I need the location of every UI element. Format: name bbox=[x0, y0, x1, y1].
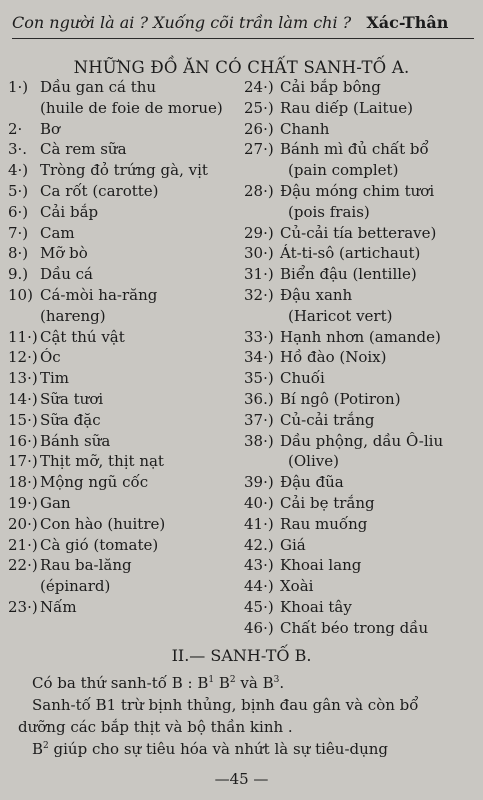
list-item bbox=[8, 285, 236, 327]
list-item bbox=[8, 368, 236, 389]
item-number: 20·) bbox=[8, 514, 38, 533]
list-item bbox=[8, 202, 236, 223]
p1-sup-1: 1 bbox=[208, 675, 215, 685]
item-text: Gan bbox=[40, 493, 71, 512]
list-item bbox=[8, 181, 236, 202]
item-number: 35·) bbox=[244, 369, 274, 388]
item-number: 41·) bbox=[244, 514, 274, 533]
right-food-list bbox=[244, 77, 476, 639]
list-item bbox=[8, 472, 236, 493]
item-text: Đậu xanh bbox=[280, 285, 353, 304]
p1-text-and: và B bbox=[235, 674, 274, 692]
p2-text: Sanh-tố B1 trừ bịnh thủng, bịnh đau gân và còn bổ dưỡng các bắp thịt và bộ thần kinh . bbox=[18, 696, 419, 736]
item-text: Cải bẹ trắng bbox=[280, 493, 375, 512]
item-number: 43·) bbox=[244, 556, 274, 575]
list-item bbox=[8, 410, 236, 431]
item-text: Rau muống bbox=[280, 514, 368, 533]
item-number: 1·) bbox=[8, 78, 29, 96]
list-item bbox=[244, 181, 476, 223]
list-item bbox=[8, 223, 236, 244]
paragraph-b2 bbox=[18, 738, 463, 760]
p3-text: B bbox=[32, 740, 44, 758]
item-text-continuation: (pois frais) bbox=[288, 202, 370, 221]
item-number: 2· bbox=[8, 119, 23, 138]
item-number: 46·) bbox=[244, 618, 274, 637]
item-number: 3·. bbox=[8, 140, 28, 159]
section-title-a: NHỮNG ĐỒ ĂN CÓ CHẤT SANH-TỐ A. bbox=[73, 58, 410, 77]
item-text: Tròng đỏ trứng gà, vịt bbox=[40, 161, 208, 180]
item-text: Chanh bbox=[280, 119, 330, 138]
item-number: 18·) bbox=[8, 473, 38, 492]
list-item bbox=[244, 618, 476, 639]
p1-sup-3: 3 bbox=[273, 675, 280, 685]
list-item bbox=[244, 243, 476, 264]
item-number: 14·) bbox=[8, 389, 38, 408]
list-item bbox=[244, 98, 476, 119]
list-item bbox=[8, 451, 236, 472]
item-text: Khoai tây bbox=[280, 597, 352, 616]
item-number: 26·) bbox=[244, 119, 274, 138]
list-item bbox=[244, 139, 476, 181]
item-number: 11·) bbox=[8, 327, 38, 346]
item-number: 7·) bbox=[8, 223, 29, 242]
item-text: Cải bắp bbox=[40, 202, 99, 221]
item-text: Xoài bbox=[280, 577, 314, 596]
list-item bbox=[8, 264, 236, 285]
item-text: Củ-cải trắng bbox=[280, 410, 375, 429]
item-text: Cá-mòi ha-răng bbox=[40, 285, 158, 304]
list-item bbox=[244, 431, 476, 473]
list-item bbox=[8, 514, 236, 535]
list-item bbox=[244, 327, 476, 348]
item-number: 42.) bbox=[244, 535, 274, 554]
item-number: 10) bbox=[8, 285, 33, 304]
list-item bbox=[8, 555, 236, 597]
item-text: Nấm bbox=[40, 597, 77, 616]
item-text: Dầu cá bbox=[40, 265, 93, 284]
item-text: Cà rem sữa bbox=[40, 140, 127, 159]
item-number: 12·) bbox=[8, 348, 38, 367]
item-number: 6·) bbox=[8, 202, 29, 221]
list-item bbox=[8, 597, 236, 618]
item-number: 31·) bbox=[244, 265, 274, 284]
list-item bbox=[8, 243, 236, 264]
list-item bbox=[8, 139, 236, 160]
item-text: Hạnh nhơn (amande) bbox=[280, 327, 441, 346]
item-text: Bánh sữa bbox=[40, 431, 111, 450]
item-text-continuation: (huile de foie de morue) bbox=[40, 98, 223, 117]
item-text: Cà gió (tomate) bbox=[40, 535, 159, 554]
item-number: 17·) bbox=[8, 452, 38, 471]
item-text-continuation: (hareng) bbox=[40, 306, 106, 325]
item-text: Óc bbox=[40, 348, 61, 367]
p1-sup-2: 2 bbox=[229, 675, 236, 685]
item-number: 16·) bbox=[8, 431, 38, 450]
p3-text-rest: giúp cho sự tiêu hóa và nhứt là sự tiêu-dụng bbox=[48, 740, 389, 758]
p1-text: Có ba thứ sanh-tố B : B bbox=[32, 674, 209, 692]
item-number: 25·) bbox=[244, 98, 274, 117]
list-item bbox=[244, 535, 476, 556]
item-text-continuation: (Olive) bbox=[288, 452, 339, 471]
header-left-text: Con người là ai ? Xuống cõi trần làm chi ? bbox=[12, 13, 352, 32]
item-number: 8·) bbox=[8, 244, 29, 263]
item-text: Rau ba-lăng bbox=[40, 556, 132, 575]
item-text: Ca rốt (carotte) bbox=[40, 181, 159, 200]
item-number: 4·) bbox=[8, 161, 29, 180]
item-text: Át-ti-sô (artichaut) bbox=[280, 244, 421, 263]
item-text: Con hào (huitre) bbox=[40, 514, 166, 533]
list-item bbox=[244, 368, 476, 389]
list-item bbox=[8, 493, 236, 514]
list-item bbox=[244, 389, 476, 410]
header-right-text: Xác-Thân bbox=[366, 13, 449, 32]
list-item bbox=[8, 535, 236, 556]
list-item bbox=[244, 410, 476, 431]
p3-sup: 2 bbox=[43, 741, 49, 751]
item-number: 32·) bbox=[244, 285, 274, 304]
p1-text-mid: B bbox=[214, 674, 230, 692]
paragraph-b1 bbox=[18, 694, 463, 738]
item-number: 29·) bbox=[244, 223, 274, 242]
running-header bbox=[12, 8, 474, 39]
list-item bbox=[8, 389, 236, 410]
list-item bbox=[244, 514, 476, 535]
item-text-continuation: (épinard) bbox=[40, 577, 111, 596]
item-text: Chuối bbox=[280, 369, 325, 388]
item-number: 24·) bbox=[244, 78, 274, 96]
list-item bbox=[244, 555, 476, 576]
item-text: Hồ đào (Noix) bbox=[280, 348, 387, 367]
list-item bbox=[244, 119, 476, 140]
item-text: Dầu gan cá thu bbox=[40, 78, 157, 96]
left-food-list bbox=[8, 77, 236, 618]
item-number: 34·) bbox=[244, 348, 274, 367]
item-number: 36.) bbox=[244, 389, 274, 408]
item-number: 23·) bbox=[8, 597, 38, 616]
item-text: Bánh mì đủ chất bổ bbox=[280, 140, 429, 159]
item-number: 5·) bbox=[8, 181, 29, 200]
item-text: Sữa tươi bbox=[40, 389, 104, 408]
item-text: Đậu đũa bbox=[280, 473, 344, 492]
item-number: 45·) bbox=[244, 597, 274, 616]
list-item bbox=[244, 264, 476, 285]
paragraph-b-types bbox=[18, 672, 463, 694]
item-text: Mỡ bò bbox=[40, 244, 88, 263]
list-item bbox=[244, 597, 476, 618]
item-number: 21·) bbox=[8, 535, 38, 554]
item-text: Mộng ngũ cốc bbox=[40, 473, 149, 492]
item-number: 30·) bbox=[244, 244, 274, 263]
item-text: Khoai lang bbox=[280, 556, 362, 575]
list-item bbox=[244, 472, 476, 493]
item-number: 38·) bbox=[244, 431, 274, 450]
item-number: 27·) bbox=[244, 140, 274, 159]
list-item bbox=[8, 327, 236, 348]
item-number: 33·) bbox=[244, 327, 274, 346]
list-item bbox=[244, 576, 476, 597]
item-number: 28·) bbox=[244, 181, 274, 200]
list-item bbox=[244, 347, 476, 368]
item-number: 22·) bbox=[8, 556, 38, 575]
item-text: Thịt mỡ, thịt nạt bbox=[40, 452, 164, 471]
item-text-continuation: (Haricot vert) bbox=[288, 306, 393, 325]
item-text: Cam bbox=[40, 223, 75, 242]
list-item bbox=[8, 119, 236, 140]
list-item bbox=[8, 77, 236, 119]
list-item bbox=[8, 347, 236, 368]
item-number: 15·) bbox=[8, 410, 38, 429]
list-item bbox=[244, 285, 476, 327]
item-text: Chất béo trong dầu bbox=[280, 618, 429, 637]
item-text: Rau diếp (Laitue) bbox=[280, 98, 413, 117]
item-text-continuation: (pain complet) bbox=[288, 161, 399, 180]
item-text: Củ-cải tía betterave) bbox=[280, 223, 437, 242]
item-text: Bí ngô (Potiron) bbox=[280, 389, 401, 408]
list-item bbox=[8, 431, 236, 452]
list-item bbox=[244, 493, 476, 514]
item-number: 44·) bbox=[244, 577, 274, 596]
item-text: Cật thú vật bbox=[40, 327, 125, 346]
item-number: 19·) bbox=[8, 493, 38, 512]
p1-text-end: . bbox=[279, 674, 285, 692]
item-text: Dầu phộng, dầu Ô-liu bbox=[280, 431, 444, 450]
item-text: Cải bắp bông bbox=[280, 78, 381, 96]
item-text: Giá bbox=[280, 535, 306, 554]
item-number: 9.) bbox=[8, 265, 29, 284]
item-number: 13·) bbox=[8, 369, 38, 388]
list-item bbox=[8, 160, 236, 181]
item-text: Tim bbox=[40, 369, 70, 388]
section-title-b: II.— SANH-TỐ B. bbox=[171, 646, 312, 665]
item-number: 37·) bbox=[244, 410, 274, 429]
list-item bbox=[244, 223, 476, 244]
item-text: Bơ bbox=[40, 119, 61, 138]
page-number: —45 — bbox=[214, 770, 269, 788]
item-text: Biển đậu (lentille) bbox=[280, 265, 417, 284]
list-item bbox=[244, 77, 476, 98]
item-text: Đậu móng chim tươi bbox=[280, 181, 435, 200]
item-number: 39·) bbox=[244, 473, 274, 492]
item-text: Sữa đặc bbox=[40, 410, 101, 429]
item-number: 40·) bbox=[244, 493, 274, 512]
